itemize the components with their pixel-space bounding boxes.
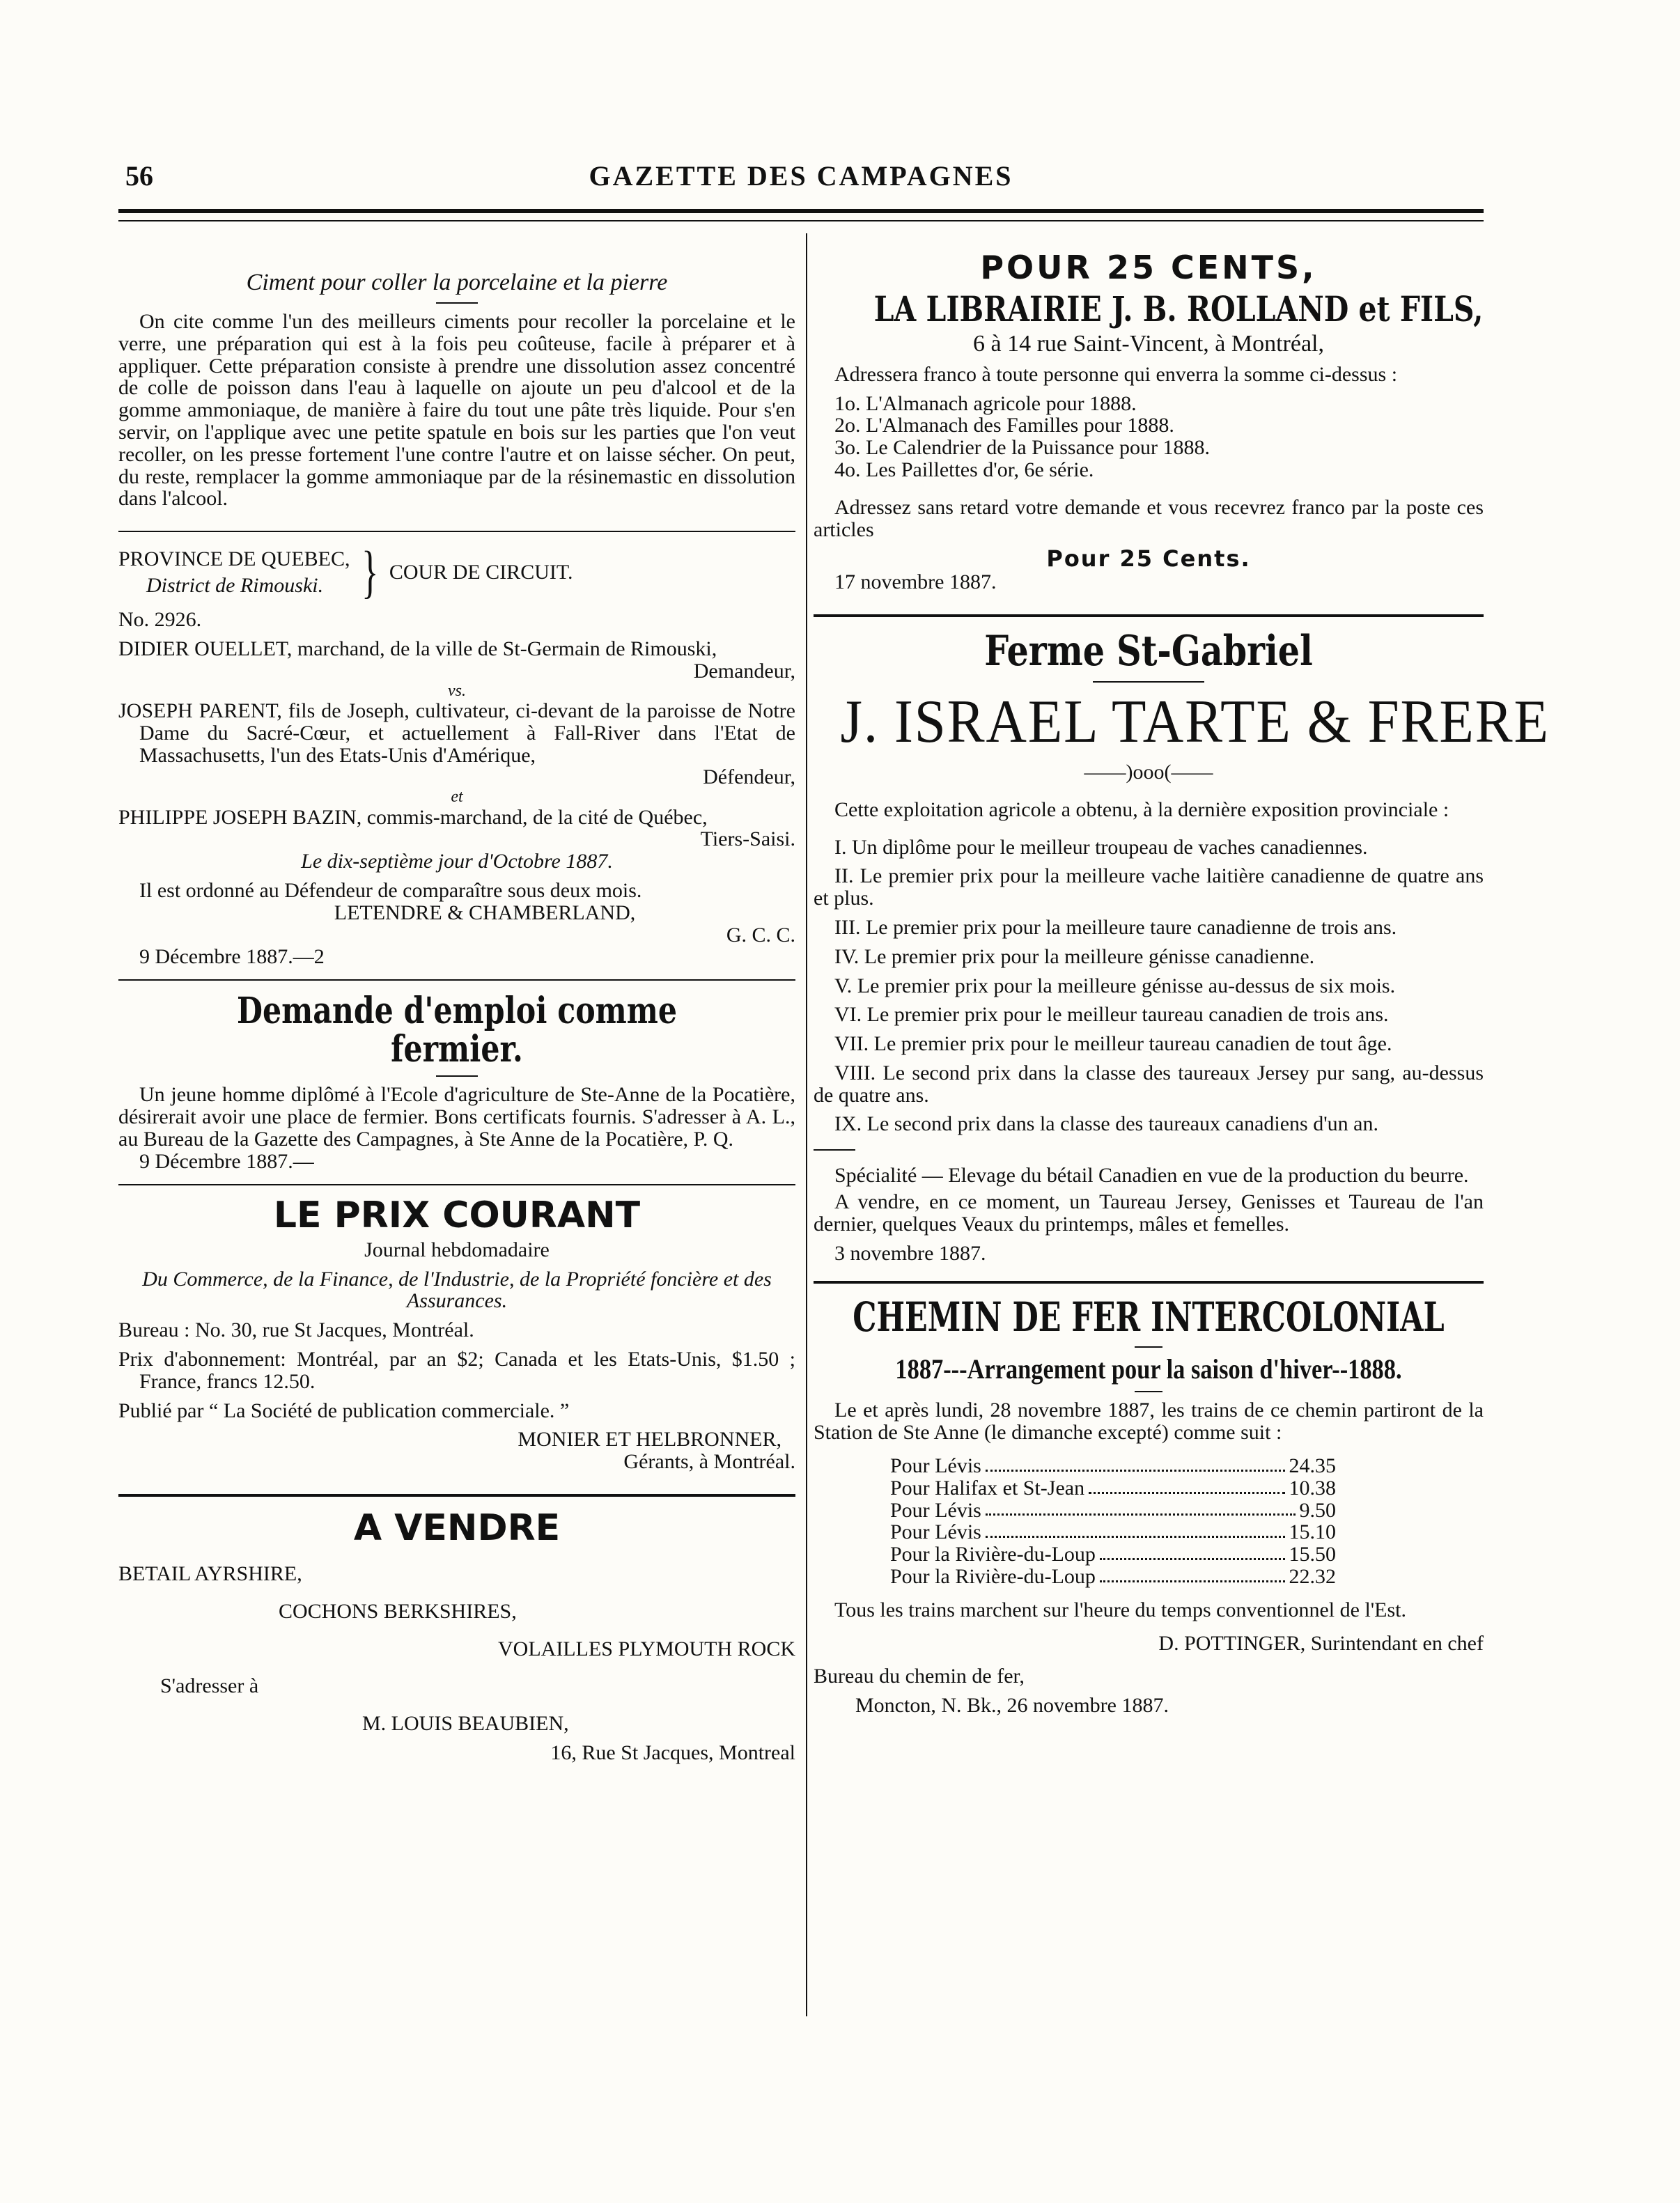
- leader-dots: [1100, 1580, 1285, 1582]
- schedule-row: [890, 1455, 1336, 1477]
- court-district: District de Rimouski.: [146, 574, 324, 598]
- vendre-ad: [118, 1509, 795, 1764]
- schedule-time: 22.32: [1289, 1564, 1336, 1588]
- court-vs: vs.: [448, 681, 466, 700]
- rolland-title: POUR 25 CENTS,: [980, 249, 1317, 286]
- page-header: [118, 162, 1484, 196]
- court-date-line: Le dix-septième jour d'Octobre 1887.: [301, 850, 613, 873]
- leader-dots: [986, 1513, 1296, 1516]
- leader-dots: [1089, 1492, 1284, 1494]
- chemin-ad: [814, 1293, 1484, 1718]
- prix-courant-gerants-loc: Gérants, à Montréal.: [623, 1450, 795, 1474]
- court-third-party: PHILIPPE JOSEPH BAZIN, commis-marchand, de la cité de Québec,: [118, 805, 708, 829]
- chemin-bureau: Bureau du chemin de fer,: [814, 1665, 1025, 1688]
- ferme-prizes: [814, 836, 1484, 1136]
- vendre-adresser: S'adresser à: [160, 1674, 259, 1698]
- court-gcc: G. C. C.: [726, 923, 795, 947]
- chemin-dash: [1135, 1391, 1162, 1392]
- vendre-title: A VENDRE: [353, 1507, 561, 1549]
- chemin-place-date: Moncton, N. Bk., 26 novembre 1887.: [855, 1694, 1169, 1718]
- ferme-prize: VIII. Le second prix dans la classe des taureaux Jersey pur sang, au-dessus de quatre ans.: [814, 1061, 1484, 1107]
- right-column: [814, 237, 1550, 1718]
- court-number: No. 2926.: [118, 608, 202, 632]
- rolland-closing: Adressez sans retard votre demande et vous recevrez franco par la poste ces articles: [814, 495, 1484, 541]
- chemin-title: CHEMIN DE FER INTERCOLONIAL: [853, 1293, 1445, 1341]
- ferme-dash: [1093, 681, 1204, 683]
- court-attorneys: LETENDRE & CHAMBERLAND,: [334, 901, 636, 924]
- emploi-dash: [436, 1075, 478, 1077]
- schedule-row: [890, 1566, 1336, 1588]
- leader-dots: [986, 1470, 1285, 1472]
- court-notice: [118, 540, 795, 969]
- ferme-ad: [814, 627, 1550, 1265]
- rolland-ad: [814, 251, 1484, 593]
- ferme-prize: III. Le premier prix pour la meilleure taure canadienne de trois ans.: [834, 915, 1397, 939]
- ferme-vendre: A vendre, en ce moment, un Taureau Jersey, Genisses et Taureau de l'an dernier, quelques Veaux du printemps, mâles et femelles.: [814, 1190, 1484, 1236]
- rolland-items: [814, 393, 1484, 481]
- prix-courant-gerants: MONIER ET HELBRONNER,: [518, 1428, 781, 1451]
- rule: [118, 979, 795, 981]
- rolland-item: 3o. Le Calendrier de la Puissance pour 1888.: [834, 436, 1211, 460]
- vendre-name: M. LOUIS BEAUBIEN,: [362, 1712, 569, 1736]
- rolland-store: LA LIBRAIRIE J. B. ROLLAND et FILS,: [873, 288, 1484, 329]
- ciment-title: Ciment pour coller la porcelaine et la pierre: [246, 270, 668, 295]
- emploi-body: Un jeune homme diplômé à l'Ecole d'agriculture de Ste-Anne de la Pocatière, désirerait avoir une place de fermier. Bons certificats fournis. S'adresser à A. L., au Bureau de la Gazette des Campagnes, à Ste Anne de la Pocatière, P. Q.: [118, 1083, 795, 1151]
- prix-courant-publie: Publié par “ La Société de publication commerciale. ”: [118, 1399, 570, 1422]
- ciment-dash: [436, 302, 478, 304]
- schedule-destination: Pour Lévis: [890, 1454, 981, 1477]
- chemin-schedule: [890, 1455, 1336, 1588]
- ferme-dash: [814, 1149, 855, 1151]
- schedule-destination: Pour la Rivière-du-Loup: [890, 1564, 1096, 1588]
- court-order: Il est ordonné au Défendeur de comparaître sous deux mois.: [139, 879, 642, 903]
- page-number: 56: [125, 160, 153, 192]
- schedule-time: 15.10: [1289, 1520, 1336, 1544]
- court-name: COUR DE CIRCUIT.: [389, 561, 573, 584]
- column-divider: [806, 233, 807, 2016]
- prix-courant-subtitle: Journal hebdomadaire: [364, 1238, 550, 1261]
- prix-courant-tagline: Du Commerce, de la Finance, de l'Industrie, de la Propriété foncière et des Assurances.: [142, 1267, 772, 1313]
- schedule-row: [890, 1477, 1336, 1500]
- court-defendant: JOSEPH PARENT, fils de Joseph, cultivateur, ci-devant de la paroisse de Notre Dame du Sacré-Cœur, et actuellement à Fall-River dans l'Etat de Massachusetts, l'un des Etats-Unis d'Amérique,: [118, 699, 795, 767]
- court-province: PROVINCE DE QUEBEC,: [118, 547, 350, 571]
- chemin-subtitle: 1887---Arrangement pour la saison d'hiver--1888.: [895, 1353, 1402, 1385]
- ferme-prize: II. Le premier prix pour la meilleure vache laitière canadienne de quatre ans et plus.: [814, 864, 1484, 910]
- left-column: [118, 237, 795, 1764]
- court-plaintiff-role: Demandeur,: [693, 659, 795, 683]
- header-rule: [118, 209, 1484, 213]
- schedule-destination: Pour la Rivière-du-Loup: [890, 1543, 1096, 1566]
- ferme-prize: VII. Le premier prix pour le meilleur taureau canadien de tout âge.: [834, 1032, 1392, 1056]
- chemin-note: Tous les trains marchent sur l'heure du temps conventionnel de l'Est.: [834, 1598, 1407, 1621]
- leader-dots: [1100, 1558, 1285, 1560]
- schedule-time: 9.50: [1299, 1498, 1336, 1522]
- rolland-item: 2o. L'Almanach des Familles pour 1888.: [834, 414, 1174, 437]
- ferme-title: Ferme St-Gabriel: [984, 627, 1313, 676]
- rule: [814, 614, 1484, 617]
- vendre-line-1: BETAIL AYRSHIRE,: [118, 1562, 302, 1586]
- ferme-prize: IV. Le premier prix pour la meilleure génisse canadienne.: [834, 944, 1315, 968]
- ferme-prize: I. Un diplôme pour le meilleur troupeau de vaches canadiennes.: [834, 835, 1368, 859]
- schedule-row: [890, 1500, 1336, 1522]
- prix-courant-bureau: Bureau : No. 30, rue St Jacques, Montréal.: [118, 1318, 474, 1342]
- schedule-destination: Pour Lévis: [890, 1520, 981, 1544]
- schedule-time: 24.35: [1289, 1454, 1336, 1477]
- vendre-line-2: COCHONS BERKSHIRES,: [279, 1599, 517, 1623]
- vendre-line-3: VOLAILLES PLYMOUTH ROCK: [498, 1637, 795, 1660]
- rolland-intro: Adressera franco à toute personne qui enverra la somme ci-dessus :: [834, 362, 1398, 386]
- ferme-owner: J. ISRAEL TARTE & FRERE: [840, 687, 1550, 756]
- court-third-party-role: Tiers-Saisi.: [700, 827, 795, 851]
- emploi-notice: [118, 992, 795, 1172]
- rolland-address: 6 à 14 rue Saint-Vincent, à Montréal,: [972, 330, 1325, 357]
- header-rule-thin: [118, 220, 1484, 221]
- chemin-intro: Le et après lundi, 28 novembre 1887, les trains de ce chemin partiront de la Station de Ste Anne (le dimanche excepté) comme suit :: [814, 1399, 1484, 1445]
- court-heading: [118, 540, 795, 605]
- rule: [814, 1281, 1484, 1284]
- rule: [118, 1494, 795, 1497]
- rolland-price: Pour 25 Cents.: [1046, 545, 1251, 573]
- brace-icon: }: [361, 540, 378, 605]
- prix-courant-prix: Prix d'abonnement: Montréal, par an $2; Canada et les Etats-Unis, $1.50 ; France, francs 12.50.: [118, 1347, 795, 1393]
- emploi-title: Demande d'emploi comme fermier.: [236, 990, 678, 1071]
- ferme-prize: V. Le premier prix pour la meilleure génisse au-dessus de six mois.: [834, 974, 1396, 997]
- ciment-body: On cite comme l'un des meilleurs ciments pour recoller la porcelaine et le verre, une préparation qui est à la fois peu coûteuse, facile à préparer et à appliquer. Cette préparation consiste à prendre une dissolution assez concentré de colle de poisson dans l'eau à laquelle on ajoute un peu d'alcool et de la gomme ammoniaque, de manière à faire du tout une pâte très liquide. Pour s'en servir, on l'applique avec une petite spatule en bois sur les parties que l'on veut recoller, on les presse fortement l'une contre l'autre et on laisse sécher. On peut, du reste, remplacer la gomme ammoniaque par de la résinemastic en dissolution dans l'alcool.: [118, 310, 795, 511]
- rule: [118, 531, 795, 532]
- leader-dots: [986, 1536, 1285, 1538]
- schedule-time: 10.38: [1289, 1476, 1336, 1500]
- ferme-prize: IX. Le second prix dans la classe des taureaux canadiens d'un an.: [834, 1112, 1378, 1136]
- prix-courant-title: LE PRIX COURANT: [273, 1194, 641, 1236]
- schedule-time: 15.50: [1289, 1543, 1336, 1566]
- chemin-dash: [1135, 1346, 1162, 1348]
- prix-courant-ad: [118, 1194, 795, 1474]
- schedule-destination: Pour Halifax et St-Jean: [890, 1476, 1085, 1500]
- ferme-prize: VI. Le premier prix pour le meilleur taureau canadien de trois ans.: [834, 1003, 1389, 1027]
- schedule-destination: Pour Lévis: [890, 1498, 981, 1522]
- rolland-item: 4o. Les Paillettes d'or, 6e série.: [834, 458, 1094, 481]
- ferme-date: 3 novembre 1887.: [834, 1241, 986, 1265]
- ferme-intro: Cette exploitation agricole a obtenu, à la dernière exposition provinciale :: [834, 797, 1449, 821]
- ferme-ornament: ——)ooo(——: [1084, 760, 1213, 784]
- chemin-signature: D. POTTINGER, Surintendant en chef: [1158, 1631, 1484, 1655]
- court-et: et: [451, 788, 463, 807]
- schedule-row: [890, 1521, 1336, 1543]
- rolland-date: 17 novembre 1887.: [834, 570, 997, 594]
- ciment-article: [118, 270, 795, 510]
- schedule-row: [890, 1543, 1336, 1566]
- vendre-address: 16, Rue St Jacques, Montreal: [550, 1741, 795, 1765]
- rule: [118, 1184, 795, 1185]
- court-footer-date: 9 Décembre 1887.—2: [139, 945, 325, 969]
- emploi-date: 9 Décembre 1887.—: [139, 1149, 314, 1173]
- page-title: GAZETTE DES CAMPAGNES: [589, 160, 1013, 192]
- rolland-item: 1o. L'Almanach agricole pour 1888.: [834, 391, 1137, 415]
- ferme-specialite: Spécialité — Elevage du bétail Canadien en vue de la production du beurre.: [834, 1164, 1469, 1188]
- court-plaintiff: DIDIER OUELLET, marchand, de la ville de St-Germain de Rimouski,: [118, 637, 717, 660]
- court-defendant-role: Défendeur,: [703, 765, 795, 789]
